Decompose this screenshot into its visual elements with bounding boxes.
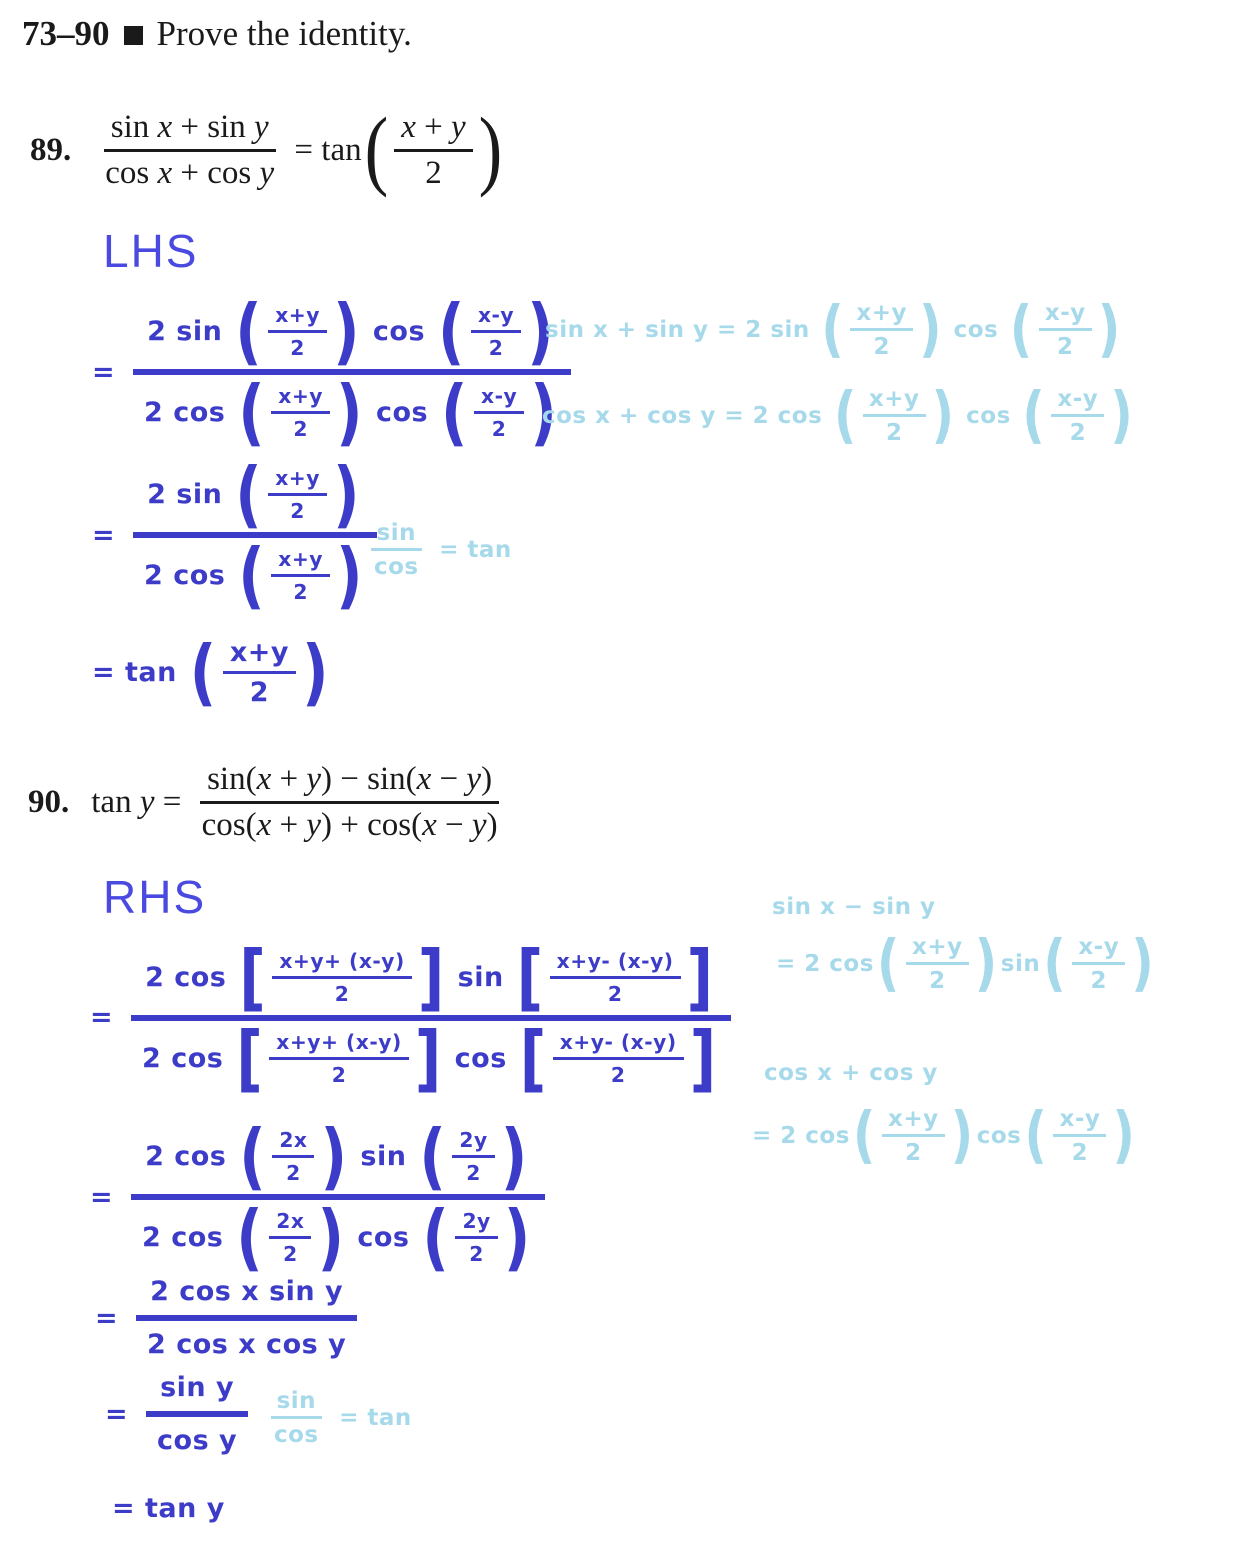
problem-90-label: 90. bbox=[28, 783, 70, 820]
identity-note-cos-sum-title: cos x + cos y bbox=[764, 1060, 938, 1086]
rhs-step-4: = $\frac{\text{sin y}}{\text{cos y}}$ bbox=[105, 1368, 256, 1460]
lhs-step-2: = 2 sin ( $\frac{x+y}{2}$ ) 2 cos ( $\frac{x+y}{2}$ ) bbox=[92, 455, 385, 615]
identity-note-cos-sum-2: = 2 cos ( $\frac{x+y}{2}$ ) cos ( $\frac{x-y}{2}$ ) bbox=[752, 1098, 1136, 1172]
problem-89-equation: sin x + sin y cos x + cos y = tan ( x + y 2 ) bbox=[105, 100, 503, 199]
rhs-step-3: = $\frac{\text{2 cos x sin y}}{\text{2 cos x cos y}}$ bbox=[95, 1274, 365, 1362]
problem-89 bbox=[30, 86, 505, 214]
identity-note-cos-sum: cos x + cos y = 2 cos ( $\frac{x+y}{2}$ ) cos ( $\frac{x-y}{2}$ ) bbox=[542, 378, 1134, 452]
identity-note-sin-diff-title: sin x − sin y bbox=[772, 894, 936, 920]
problem-90-equation: tan y = sin( x + y ) − sin( x − y ) cos( x + y ) + cos( x − y ) bbox=[91, 760, 498, 843]
section-bullet-icon bbox=[124, 26, 143, 45]
tan-ratio-note-rhs: $\frac{\sin}{\cos}$ = tan bbox=[262, 1382, 412, 1454]
lhs-step-1: = 2 sin ( $\frac{x+y}{2}$ ) cos ( $\frac{x-y}{2}$ ) 2 cos ( $\frac{x+y}{2}$ ) cos ( $\frac{x-y}{2}$ ) bbox=[92, 292, 579, 452]
rhs-step-2: = 2 cos ( $\frac{2x}{2}$ ) sin ( $\frac{2y}{2}$ ) 2 cos ( $\frac{2x}{2}$ ) cos ( $\frac{2y}{2}$ ) bbox=[90, 1122, 553, 1272]
lhs-step-3: = tan ( $\frac{x+y}{2}$ ) bbox=[92, 629, 329, 715]
identity-note-sin-sum: sin x + sin y = 2 sin ( $\frac{x+y}{2}$ ) cos ( $\frac{x-y}{2}$ ) bbox=[545, 292, 1121, 366]
problem-90 bbox=[28, 742, 510, 862]
identity-note-sin-diff: = 2 cos ( $\frac{x+y}{2}$ ) sin ( $\frac{x-y}{2}$ ) bbox=[776, 926, 1155, 1000]
section-header bbox=[22, 14, 412, 54]
problem-89-label: 89. bbox=[30, 131, 72, 168]
lhs-heading: LHS bbox=[103, 225, 199, 277]
section-title: Prove the identity. bbox=[156, 14, 412, 53]
rhs-heading: RHS bbox=[103, 871, 207, 923]
rhs-step-1: = 2 cos [ $\frac{x+y+ (x-y)}{2}$ ] sin [ $\frac{x+y- (x-y)}{2}$ ] 2 cos [ $\frac{x+y+ (x-y)}{2}$ ] cos [ $\frac{x+y- (x-y)}{2}$ ] bbox=[90, 925, 739, 1110]
tan-ratio-note-lhs: $\frac{\sin}{\cos}$ = tan bbox=[362, 514, 512, 586]
rhs-step-5: = tan y bbox=[112, 1492, 225, 1524]
exercise-range: 73–90 bbox=[22, 14, 110, 53]
